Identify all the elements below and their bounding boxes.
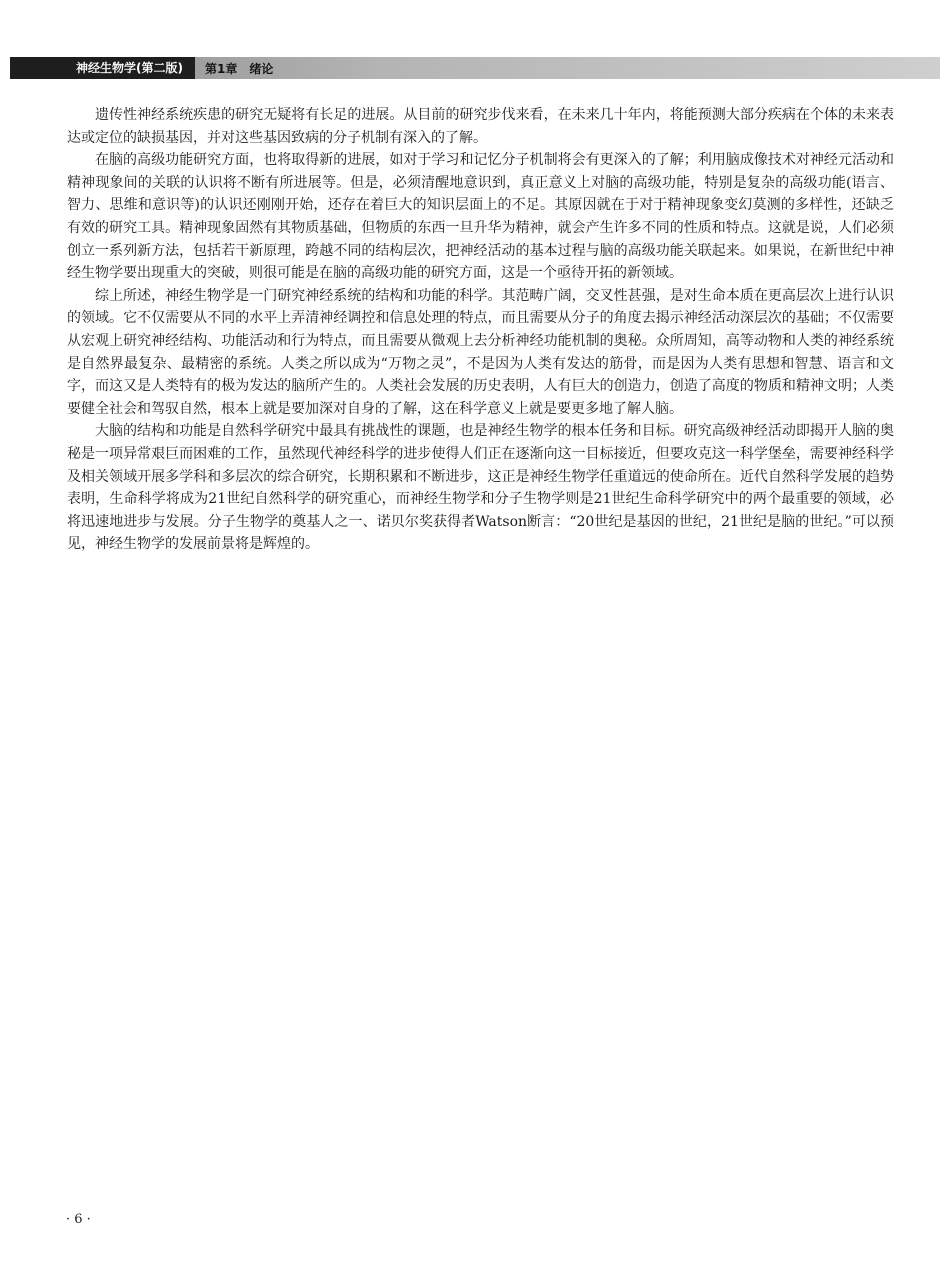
- body-text: [67, 104, 894, 556]
- paragraph: 遗传性神经系统疾患的研究无疑将有长足的进展。从目前的研究步伐来看，在未来几十年内，将能预测大部分疾病在个体的未来表达或定位的缺损基因，并对这些基因致病的分子机制有深入的了解。: [67, 107, 894, 146]
- book-title: 神经生物学(第二版): [10, 57, 195, 79]
- paragraph: 大脑的结构和功能是自然科学研究中最具有挑战性的课题，也是神经生物学的根本任务和目标。研究高级神经活动即揭开人脑的奥秘是一项异常艰巨而困难的工作，虽然现代神经科学的进步使得人们正在逐渐向这一目标接近，但要攻克这一科学堡垒，需要神经科学及相关领域开展多学科和多层次的综合研究，长期积累和不断进步，这正是神经生物学任重道远的使命所在。近代自然科学发展的趋势表明，生命科学将成为21世纪自然科学的研究重心，而神经生物学和分子生物学则是21世纪生命科学研究中的两个最重要的领域，必将迅速地进步与发展。分子生物学的奠基人之一、诺贝尔奖获得者Watson断言：“20世纪是基因的世纪，21世纪是脑的世纪。”可以预见，神经生物学的发展前景将是辉煌的。: [67, 423, 894, 553]
- paragraph: 综上所述，神经生物学是一门研究神经系统的结构和功能的科学。其范畴广阔，交叉性甚强，是对生命本质在更高层次上进行认识的领域。它不仅需要从不同的水平上弄清神经调控和信息处理的特点，而且需要从分子的角度去揭示神经活动深层次的基础；不仅需要从宏观上研究神经结构、功能活动和行为特点，而且需要从微观上去分析神经功能机制的奥秘。众所周知，高等动物和人类的神经系统是自然界最复杂、最精密的系统。人类之所以成为“万物之灵”，不是因为人类有发达的筋骨，而是因为人类有思想和智慧、语言和文字，而这又是人类特有的极为发达的脑所产生的。人类社会发展的历史表明，人有巨大的创造力，创造了高度的物质和精神文明；人类要健全社会和驾驭自然，根本上就是要加深对自身的了解，这在科学意义上就是要更多地了解人脑。: [67, 287, 894, 417]
- paragraph: 在脑的高级功能研究方面，也将取得新的进展，如对于学习和记忆分子机制将会有更深入的了解；利用脑成像技术对神经元活动和精神现象间的关联的认识将不断有所进展等。但是，必须清醒地意识到，真正意义上对脑的高级功能，特别是复杂的高级功能(语言、智力、思维和意识等)的认识还刚刚开始，还存在着巨大的知识层面上的不足。其原因就在于对于精神现象变幻莫测的多样性，还缺乏有效的研究工具。精神现象固然有其物质基础，但物质的东西一旦升华为精神，就会产生许多不同的性质和特点。这就是说，人们必须创立一系列新方法，包括若干新原理，跨越不同的结构层次，把神经活动的基本过程与脑的高级功能关联起来。如果说，在新世纪中神经生物学要出现重大的突破，则很可能是在脑的高级功能的研究方面，这是一个亟待开拓的新领域。: [67, 152, 894, 282]
- running-header: [10, 57, 940, 79]
- chapter-title: 绪论: [249, 61, 274, 76]
- chapter-number: 第1章: [204, 61, 238, 76]
- chapter-heading: [195, 60, 273, 77]
- page-number: · 6 ·: [66, 1212, 91, 1227]
